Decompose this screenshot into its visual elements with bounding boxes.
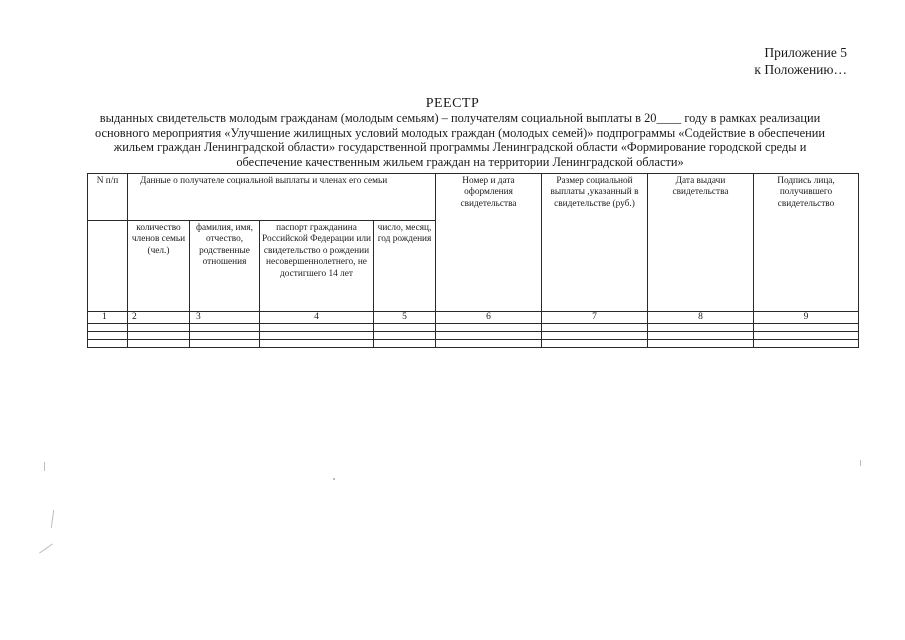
column-number: 9 [754,312,859,324]
table-cell [436,324,542,332]
column-number: 7 [542,312,648,324]
table-cell [648,324,754,332]
appendix-number: Приложение 5 [764,45,847,60]
table-cell [128,324,190,332]
registry-table [87,173,859,348]
table-cell [190,332,260,340]
subheader-full-name: фамилия, имя, отчество, родственные отношения [190,221,260,312]
table-cell [374,332,436,340]
table-cell [542,332,648,340]
header-issue-date: Дата выдачи свидетельства [648,174,754,312]
subheader-passport: паспорт гражданина Российской Федерации или свидетельство о рождении несовершеннолетнего, не достигшего 14 лет [260,221,374,312]
header-certificate-number-date: Номер и дата оформления свидетельства [436,174,542,312]
appendix-note [754,44,847,78]
appendix-reference: к Положению… [754,62,847,77]
column-number: 1 [88,312,128,324]
scan-mark [51,510,54,528]
table-cell [754,340,859,348]
table-cell [260,324,374,332]
table-row [88,324,859,332]
scan-mark [860,460,861,466]
subheader-birth-date: число, месяц, год рождения [374,221,436,312]
table-cell [190,324,260,332]
column-number: 8 [648,312,754,324]
column-number: 5 [374,312,436,324]
table-cell [754,324,859,332]
document-subtitle: выданных свидетельств молодым гражданам (молодым семьям) – получателям социальной выплаты в 20____ году в рамках реализации основного мероприятия «Улучшение жилищных условий молодых граждан (молодых семей)» подпрограммы «Содействие в обеспечении жильем граждан Ленинградской области» государственной программы Ленинградской области «Формирование городской среды и обеспечение качественным жильем граждан на территории Ленинградской области» [94,111,826,169]
table-cell [754,332,859,340]
scan-mark [44,462,45,471]
table-cell [88,340,128,348]
header-recipient-data: Данные о получателе социальной выплаты и членах его семьи [128,174,436,221]
table-cell [648,332,754,340]
column-number: 2 [128,312,190,324]
column-number: 4 [260,312,374,324]
header-no: N п/п [88,174,128,221]
scan-mark [39,544,53,554]
header-signature: Подпись лица, получившего свидетельство [754,174,859,312]
table-cell [436,340,542,348]
subheader-no-empty [88,221,128,312]
table-cell [542,324,648,332]
table-cell [190,340,260,348]
header-payment-amount: Размер социальной выплаты ,указанный в свидетельстве (руб.) [542,174,648,312]
table-cell [128,332,190,340]
table-cell [648,340,754,348]
table-cell [374,324,436,332]
column-number: 3 [190,312,260,324]
table-cell [542,340,648,348]
table-cell [436,332,542,340]
table-cell [260,332,374,340]
table-cell [260,340,374,348]
scan-mark [333,478,335,480]
column-number: 6 [436,312,542,324]
table-cell [88,332,128,340]
document-title: РЕЕСТР [425,96,480,111]
header-row [88,174,859,221]
table-cell [374,340,436,348]
subheader-family-count: количество членов семьи (чел.) [128,221,190,312]
table-row [88,332,859,340]
table-cell [128,340,190,348]
column-number-row [88,312,859,324]
table-row [88,340,859,348]
table-cell [88,324,128,332]
